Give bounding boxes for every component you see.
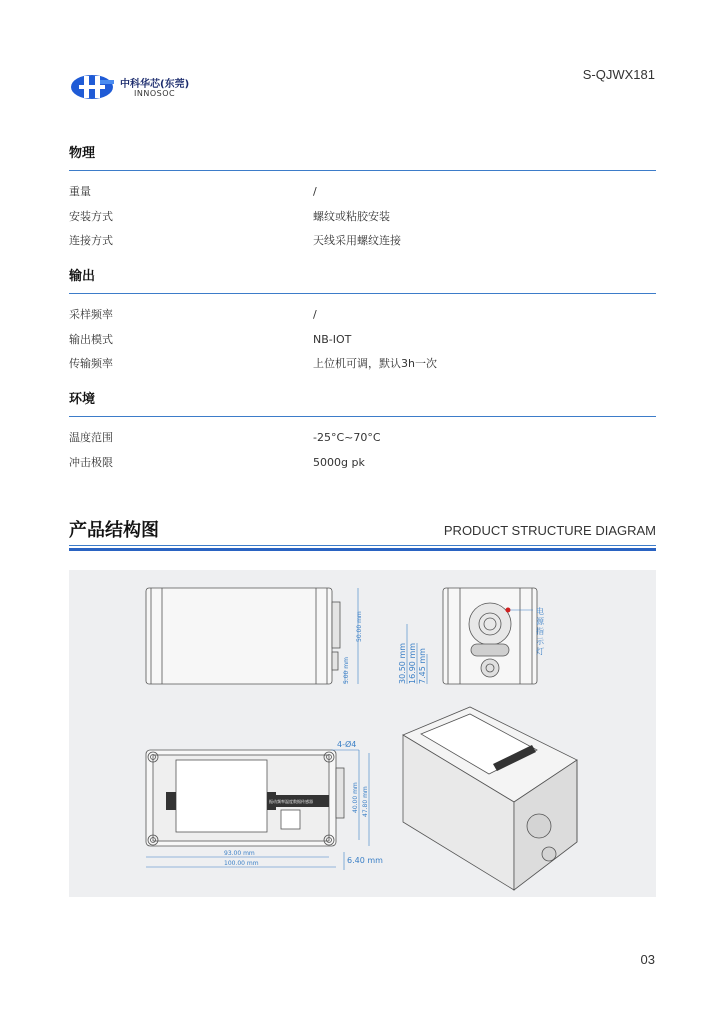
logo-mark-icon (70, 72, 118, 102)
product-structure-title-en: PRODUCT STRUCTURE DIAGRAM (443, 523, 656, 538)
section-title: 环境 (69, 392, 96, 407)
dim-top-100: 100.00 mm (224, 860, 259, 867)
dim-end-1: 30.50 mm (398, 642, 407, 684)
dim-top-93: 93.00 mm (224, 850, 255, 857)
spec-value: NB-IOT (313, 332, 352, 346)
isometric-view-drawing (403, 707, 577, 890)
spec-key: 安装方式 (69, 209, 113, 223)
logo-en-text: INNOSOC (134, 89, 176, 98)
spec-row (69, 205, 656, 230)
section-divider (69, 416, 656, 417)
spec-value: 上位机可调，默认3h一次 (313, 357, 437, 370)
indicator-label-char: 源 (536, 617, 544, 626)
dim-side-height: 50.00 mm (356, 611, 363, 642)
dim-end-2: 16.90 mm (408, 642, 417, 684)
indicator-label (536, 606, 545, 656)
dim-top-47: 47.80 mm (362, 786, 369, 817)
power-indicator-light (506, 608, 511, 613)
spec-value: / (313, 308, 317, 321)
section-divider (69, 170, 656, 171)
spec-key: 冲击极限 (69, 455, 113, 469)
spec-row (69, 229, 656, 254)
spec-value: -25°C~70°C (313, 431, 381, 444)
dim-top-640: 6.40 mm (347, 856, 383, 865)
section-environment (69, 390, 656, 475)
indicator-label-char: 电 (536, 607, 544, 616)
iso-cable-connector (542, 847, 556, 861)
section-output (69, 267, 656, 377)
section-divider (69, 293, 656, 294)
company-logo (70, 70, 200, 104)
spec-value: 5000g pk (313, 455, 365, 469)
dim-end-3: 7.45 mm (418, 648, 427, 684)
technical-drawing (69, 570, 656, 897)
product-structure-diagram (69, 570, 656, 897)
device-label-text: 振动频率温度数据传感器 (269, 799, 313, 804)
model-number: S-QJWX181 (582, 67, 655, 82)
section-title: 物理 (69, 146, 96, 161)
indicator-label-char: 指 (536, 627, 544, 636)
spec-key: 温度范围 (69, 431, 113, 444)
spec-row (69, 328, 656, 353)
spec-key: 传输频率 (69, 357, 113, 370)
spec-value: 螺纹或粘胶安装 (313, 209, 390, 223)
header-divider-thin (69, 545, 656, 546)
dim-side-small: 5.00 mm (343, 657, 350, 684)
spec-row (69, 352, 656, 377)
spec-row (69, 426, 656, 451)
dim-holes: 4-Ø4 (337, 740, 357, 749)
product-structure-title: 产品结构图 (69, 520, 159, 541)
dim-top-40: 40.00 mm (352, 782, 359, 813)
spec-key: 采样频率 (69, 308, 113, 321)
iso-antenna-connector (527, 814, 551, 838)
spec-row (69, 180, 656, 205)
header-divider-thick (69, 548, 656, 551)
top-view-mark (166, 792, 176, 810)
logo-cn-text: 中科华芯(东莞) (120, 79, 190, 90)
spec-key: 重量 (69, 185, 91, 198)
spec-key: 输出模式 (69, 332, 113, 346)
spec-value: / (313, 185, 317, 198)
spec-row (69, 451, 656, 476)
spec-row (69, 303, 656, 328)
section-physical (69, 144, 656, 254)
end-view-drawing (443, 588, 537, 684)
spec-key: 连接方式 (69, 234, 113, 247)
section-title: 输出 (69, 269, 96, 284)
indicator-label-char: 示 (536, 637, 544, 646)
spec-value: 天线采用螺纹连接 (313, 234, 401, 247)
page-number: 03 (640, 952, 655, 967)
indicator-label-char: 灯 (536, 647, 544, 656)
side-view-drawing (146, 588, 340, 684)
